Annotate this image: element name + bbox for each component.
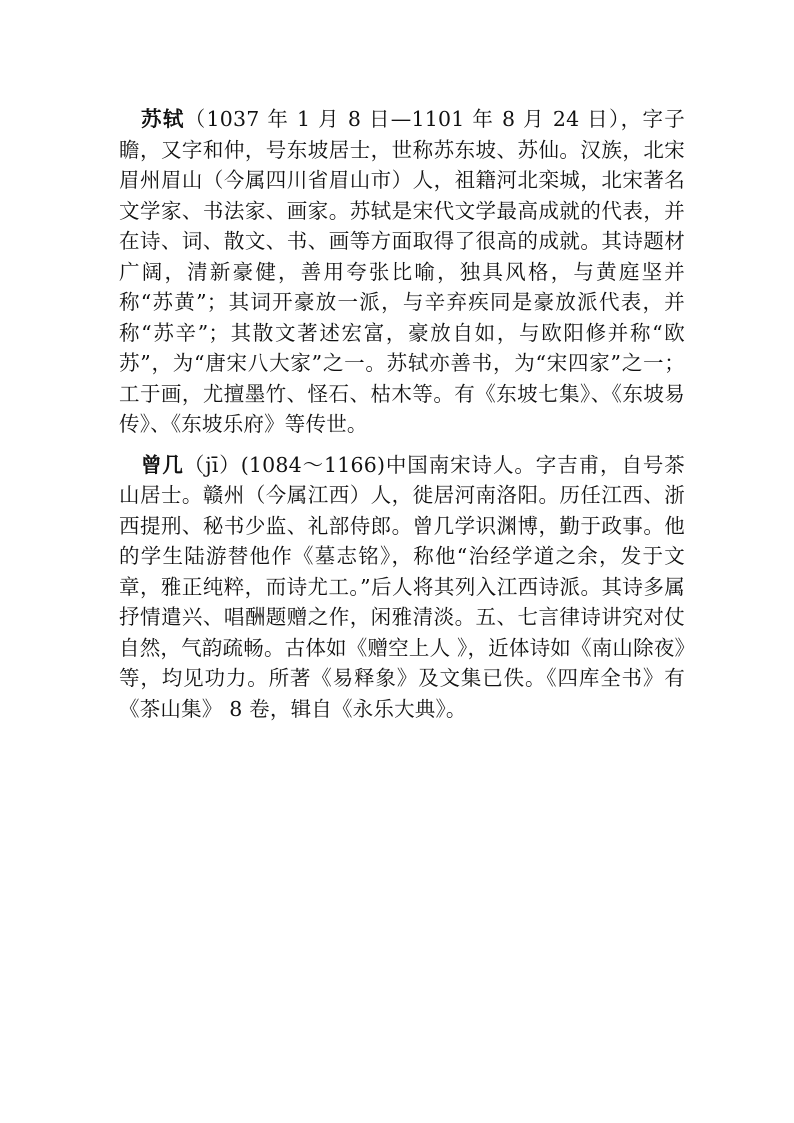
paragraph-zeng-ji-body: （jī）(1084～1166)中国南宋诗人。字吉甫，自号茶山居士。赣州（今属江西）人，徙居河南洛阳。历任江西、浙西提刑、秘书少监、礼部侍郎。曾几学识渊博，勤于政事。他的学生陆游替他作《墓志铭》，称他“治经学道之余，发于文章，雅正纯粹，而诗尤工。”后人将其列入江西诗派。其诗多属抒情遣兴、唱酬题赠之作，闲雅清淡。五、七言律诗讲究对仗自然，气韵疏畅。古体如《赠空上人 》，近体诗如《南山除夜》等，均见功力。所著《易释象》及文集已佚。《四库全书》有《茶山集》 8 卷，辑自《永乐大典》。 — [119, 452, 685, 721]
person-name-su-shi: 苏轼 — [141, 107, 185, 131]
document-page — [119, 104, 685, 724]
paragraph-su-shi-body: （1037 年 1 月 8 日—1101 年 8 月 24 日），字子瞻，又字和仲，号东坡居士，世称苏东坡、苏仙。汉族，北宋眉州眉山（今属四川省眉山市）人，祖籍河北栾城，北宋著名文学家、书法家、画家。苏轼是宋代文学最高成就的代表，并在诗、词、散文、书、画等方面取得了很高的成就。其诗题材广阔，清新豪健，善用夸张比喻，独具风格，与黄庭坚并称“苏黄”；其词开豪放一派，与辛弃疾同是豪放派代表，并称“苏辛”；其散文著述宏富，豪放自如，与欧阳修并称“欧苏”，为“唐宋八大家”之一。苏轼亦善书，为“宋四家”之一；工于画，尤擅墨竹、怪石、枯木等。有《东坡七集》、《东坡易传》、《东坡乐府》等传世。 — [119, 107, 685, 436]
paragraph-su-shi — [119, 104, 685, 440]
paragraph-zeng-ji — [119, 450, 685, 725]
person-name-zeng-ji: 曾几 — [141, 452, 184, 477]
